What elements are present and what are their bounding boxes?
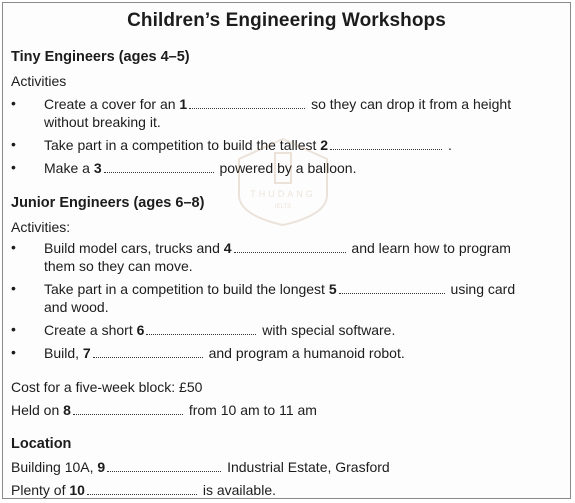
held-line xyxy=(11,402,317,418)
activities-label-junior: Activities: xyxy=(11,219,71,235)
item-text-continued: them so they can move. xyxy=(44,258,193,274)
address-text: Industrial Estate, Grasford xyxy=(223,459,390,475)
item-text: using card xyxy=(446,281,516,297)
item-text-continued: and wood. xyxy=(44,299,109,315)
item-text: powered by a balloon. xyxy=(215,160,357,176)
bullet-icon: • xyxy=(11,136,16,152)
activities-label-tiny: Activities xyxy=(11,73,67,89)
cost-text: Cost for a five-week block: £50 xyxy=(11,379,203,395)
item-text: Build model cars, trucks and xyxy=(44,240,224,256)
question-number: 4 xyxy=(223,240,232,256)
item-text: and program a humanoid robot. xyxy=(204,345,405,361)
bullet-icon: • xyxy=(11,280,16,296)
held-text: Held on xyxy=(11,402,64,418)
answer-blank-3[interactable] xyxy=(104,161,214,173)
item-text: . xyxy=(444,137,452,153)
item-text: Make a xyxy=(44,160,94,176)
worksheet-page xyxy=(2,2,571,499)
answer-blank-10[interactable] xyxy=(87,483,197,495)
bullet-icon: • xyxy=(11,159,16,175)
question-number: 6 xyxy=(136,322,145,338)
question-number: 2 xyxy=(320,137,329,153)
bullet-icon: • xyxy=(11,95,16,111)
answer-blank-7[interactable] xyxy=(93,346,203,358)
question-number: 3 xyxy=(93,160,102,176)
watermark-subtext: IELTS xyxy=(274,204,292,210)
item-text: and learn how to program xyxy=(347,240,511,256)
question-number: 10 xyxy=(69,482,85,498)
parking-text: Plenty of xyxy=(11,482,70,498)
answer-blank-1[interactable] xyxy=(189,97,305,109)
question-number: 8 xyxy=(63,402,71,418)
bullet-icon: • xyxy=(11,344,16,360)
question-number: 7 xyxy=(82,345,91,361)
item-text: Take part in a competition to build the tallest xyxy=(44,137,321,153)
question-number: 5 xyxy=(328,281,337,297)
answer-blank-4[interactable] xyxy=(234,241,346,253)
address-line xyxy=(11,459,390,475)
bullet-icon: • xyxy=(11,321,16,337)
held-text: from 10 am to 11 am xyxy=(184,402,317,418)
item-text: Take part in a competition to build the longest xyxy=(44,281,329,297)
answer-blank-9[interactable] xyxy=(107,460,221,472)
section-heading-tiny: Tiny Engineers (ages 4–5) xyxy=(11,49,190,65)
item-text: Build, xyxy=(44,345,83,361)
item-text: so they can drop it from a height xyxy=(307,96,512,112)
item-text: Create a short xyxy=(44,322,137,338)
address-text: Building 10A, xyxy=(11,459,98,475)
question-number: 1 xyxy=(179,96,188,112)
answer-blank-8[interactable] xyxy=(73,403,183,415)
answer-blank-5[interactable] xyxy=(339,282,445,294)
answer-blank-2[interactable] xyxy=(330,138,442,150)
item-text-continued: without breaking it. xyxy=(44,114,161,130)
section-heading-junior: Junior Engineers (ages 6–8) xyxy=(11,195,205,211)
parking-text: is available. xyxy=(198,482,276,498)
watermark-logo xyxy=(231,135,335,229)
watermark-text: THUDANG xyxy=(250,189,316,199)
item-text: Create a cover for an xyxy=(44,96,180,112)
page-title: Children’s Engineering Workshops xyxy=(127,10,446,31)
item-text: with special software. xyxy=(258,322,396,338)
parking-line xyxy=(11,482,276,498)
section-heading-location: Location xyxy=(11,436,72,452)
answer-blank-6[interactable] xyxy=(146,323,256,335)
question-number: 9 xyxy=(97,459,106,475)
bullet-icon: • xyxy=(11,239,16,255)
